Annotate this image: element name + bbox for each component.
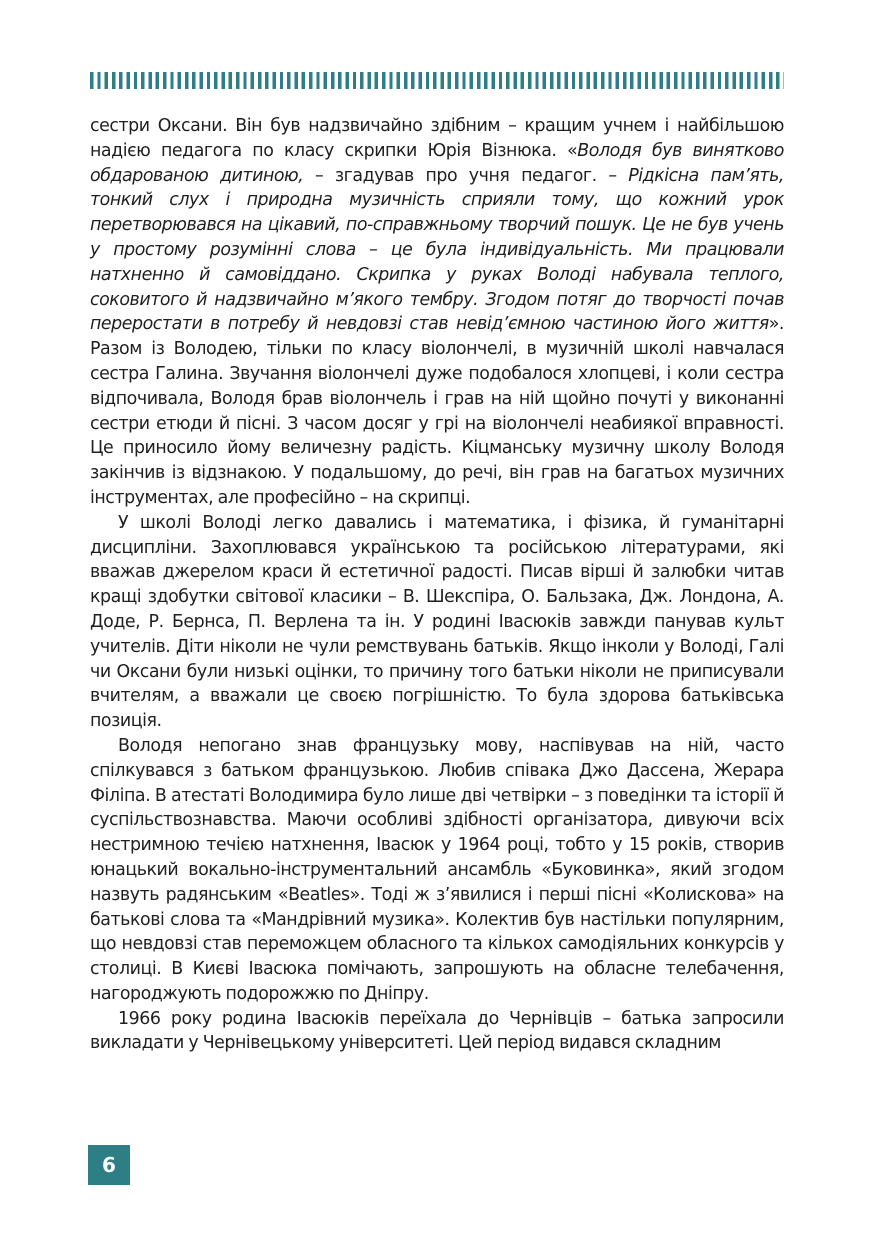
- header-stripe-decoration: [90, 72, 784, 89]
- page-body: [90, 114, 784, 1056]
- paragraph: [90, 511, 784, 734]
- text-run: Володя непогано знав французьку мову, наспівував на ній, часто спілкувався з батьком французькою. Любив співака Джо Дассена, Жерара Філіпа. В атестаті Володимира було лише дві четвірки – з поведінки та історії й суспільствознавства. Маючи особливі здібності організатора, дивуючи всіх нестримною течією натхнення, Івасюк у 1964 році, тобто у 15 років, створив юнацький вокально-інструментальний ансамбль «Буковинка», який згодом назвуть радянським «Beatles». Тоді ж з’явилися і перші пісні «Колискова» на батькові слова та «Мандрівний музика». Колектив був настільки популярним, що невдовзі став переможцем обласного та кількох самодіяльних конкурсів у столиці. В Києві Івасюка помічають, запрошують на обласне телебачення, нагороджують подорожжю по Дніпру.: [90, 735, 784, 1004]
- paragraph: [90, 114, 784, 511]
- text-run: У школі Володі легко давались і математика, і фізика, й гуманітарні дисципліни. Захоплювався українською та російською літературами, які вважав джерелом краси й естетичної радості. Писав вірші й залюбки читав кращі здобутки світової класики – В. Шекспіра, О. Бальзака, Дж. Лондона, А. Доде, Р. Бернса, П. Верлена та ін. У родині Івасюків завжди панував культ учителів. Діти ніколи не чули ремствувань батьків. Якщо інколи у Володі, Галі чи Оксани були низькі оцінки, то причину того батьки ніколи не приписували вчителям, а вважали це своєю погрішністю. То була здорова батьківська позиція.: [90, 512, 784, 732]
- text-run: ». Разом із Володею, тільки по класу віолончелі, в музичній школі навчалася сестра Галина. Звучання віолончелі дуже подобалося хлопцеві, і коли сестра відпочивала, Володя брав віолончель і грав на ній щойно почуті у виконанні сестри етюди й пісні. З часом досяг у грі на віолончелі неабиякої вправності. Це приносило йому величезну радість. Кіцманську музичну школу Володя закінчив із відзнакою. У подальшому, до речі, він грав на багатьох музичних інструментах, але професійно – на скрипці.: [90, 314, 784, 508]
- paragraph: [90, 734, 784, 1007]
- text-run: сестри Оксани. Він був надзвичайно здібним – кращим учнем і найбільшою надією педагога по класу скрипки Юрія Візнюка. «: [90, 116, 784, 161]
- page-number-badge: 6: [88, 1145, 130, 1185]
- quote-italic: Рідкісна пам’ять, тонкий слух і природна музичність сприяли тому, що кожний урок перетворювався на цікавий, по-справжньому творчий пошук. Це не був учень у простому розумінні слова – це була індивідуальність. Ми працювали натхненно й самовіддано. Скрипка у руках Володі набувала теплого, соковитого й надзвичайно м’якого тембру. Згодом потяг до творчості почав переростати в потребу й невдовзі став невід’ємною частиною його життя: [90, 165, 784, 335]
- text-run: 1966 року родина Івасюків переїхала до Чернівців – батька запросили викладати у Чернівецькому університеті. Цей період видався складним: [90, 1008, 784, 1054]
- quote-italic: Володя був винятково обдарованою дитиною,: [90, 140, 784, 186]
- paragraph: [90, 1007, 784, 1057]
- text-run: – згадував про учня педагог. –: [303, 165, 629, 186]
